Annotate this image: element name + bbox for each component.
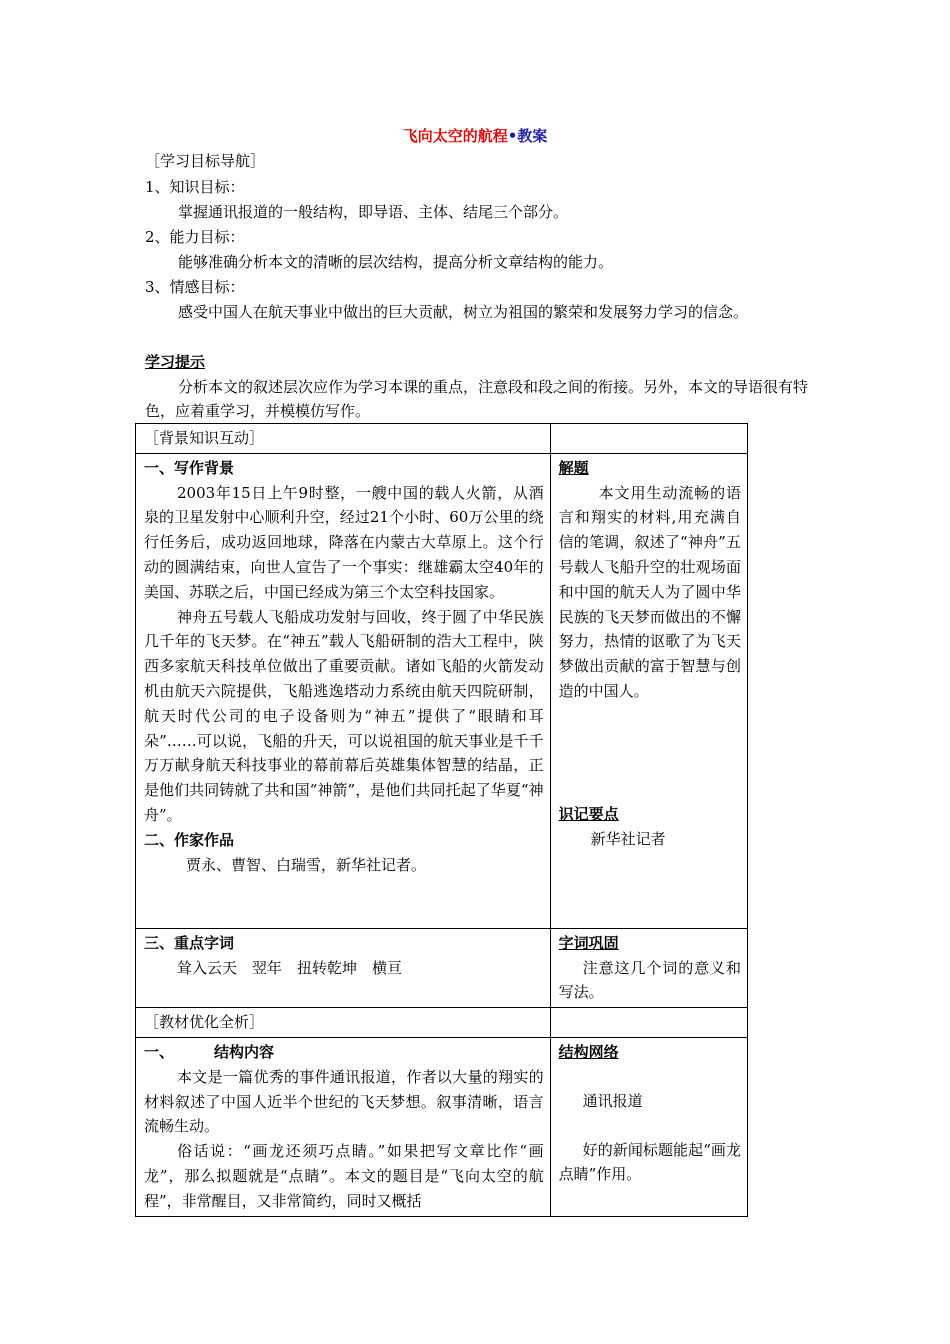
zici-head: 字词巩固: [558, 933, 619, 952]
goal-2-text: 能够准确分析本文的清晰的层次结构，提高分析文章结构的能力。: [178, 253, 614, 271]
jg-head: 结构网络: [558, 1042, 619, 1061]
jieti-text: 本文用生动流畅的语言和翔实的材料,用充满自信的笔调，叙述了“神舟”五号载人飞船升空的壮观场面和中国的航天人为了圆中华民族的飞天梦而做出的不懈努力，热情的讴歌了为飞天梦做出贡献的富于智慧与创造的中国人。: [558, 483, 741, 700]
zici-cell: [550, 928, 747, 1007]
goal-3-label: 3、情感目标：: [145, 278, 245, 296]
section-3-words: 耸入云天 翌年 扭转乾坤 横亘: [177, 958, 403, 977]
page-title: [0, 125, 950, 146]
section-1-head: 一、写作背景: [144, 458, 235, 477]
section-2-text: 贾永、曹智、白瑞雪，新华社记者。: [186, 855, 427, 874]
title-separator: •: [507, 127, 518, 145]
table-row: [136, 424, 748, 454]
jg-text-2: 好的新闻标题能起“画龙点睛”作用。: [558, 1140, 741, 1184]
jc-header: ［教材优化全析］: [144, 1013, 265, 1032]
section-3-head: 三、重点字词: [144, 933, 235, 952]
shiji-text: 新华社记者: [590, 829, 666, 848]
goal-1-label: 1、知识目标：: [145, 178, 245, 196]
shiji-head: 识记要点: [558, 804, 619, 823]
jg-text-1: 通讯报道: [582, 1091, 643, 1110]
tips-text: 分析本文的叙述层次应作为学习本课的重点，注意段和段之间的衔接。另外，本文的导语很有特色，应着重学习，并模模仿写作。: [145, 378, 809, 420]
background-cell: [136, 453, 551, 928]
table-row: [136, 1008, 748, 1038]
goal-3-text: 感受中国人在航天事业中做出的巨大贡献，树立为祖国的繁荣和发展努力学习的信念。: [178, 303, 749, 321]
jc-header-cell: [136, 1008, 551, 1038]
zici-text: 注意这几个词的意义和写法。: [558, 958, 741, 1002]
keywords-cell: [136, 928, 551, 1007]
title-main: 飞向太空的航程: [402, 127, 508, 145]
section-1-para-2: 神舟五号载人飞船成功发射与回收，终于圆了中华民族几千年的飞天梦。在“神五”载人飞船研制的浩大工程中，陕西多家航天科技单位做出了重要贡献。诸如飞船的火箭发动机由航天六院提供，飞船逃逸塔动力系统由航天四院研制，航天时代公司的电子设备则为“神五”提供了“眼睛和耳朵”……可以说，飞船的升天，可以说祖国的航天事业是千千万万献身航天科技事业的幕前幕后英雄集体智慧的结晶，正是他们共同铸就了共和国“神箭”，是他们共同托起了华夏“神舟”。: [144, 607, 544, 824]
section-4-num: 一、: [144, 1042, 175, 1061]
content-table: [135, 423, 748, 1217]
goal-2-label: 2、能力目标：: [145, 228, 245, 246]
section-4-para-1: 本文是一篇优秀的事件通讯报道，作者以大量的翔实的材料叙述了中国人近半个世纪的飞天梦想。叙事清晰，语言流畅生动。: [144, 1067, 544, 1136]
bg-header: ［背景知识互动］: [144, 429, 265, 447]
table-row: [136, 453, 748, 928]
bg-header-cell: [136, 424, 551, 454]
goals-header: ［学习目标导航］: [145, 152, 266, 170]
network-cell: [550, 1037, 747, 1216]
section-2-head: 二、作家作品: [144, 830, 235, 849]
table-row: [136, 928, 748, 1007]
goal-1-text: 掌握通讯报道的一般结构，即导语、主体、结尾三个部分。: [178, 203, 569, 221]
section-4-para-2: 俗话说：“画龙还须巧点睛。”如果把写文章比作“画龙”，那么拟题就是“点睛”。本文的题目是“飞向太空的航程”，非常醒目，又非常简约，同时又概括: [144, 1142, 544, 1210]
side-notes-cell: [550, 453, 747, 928]
structure-cell: [136, 1037, 551, 1216]
jieti-head: 解题: [558, 458, 589, 477]
title-tail: 教案: [517, 127, 548, 145]
section-4-head: [144, 1040, 544, 1065]
table-row: [136, 1037, 748, 1216]
section-4-title: 结构内容: [214, 1042, 275, 1061]
tips-header: 学习提示: [145, 353, 206, 371]
section-1-para-1: 2003年15日上午9时整，一艘中国的载人火箭，从酒泉的卫星发射中心顺利升空，经过21个小时、60万公里的绕行任务后，成功返回地球，降落在内蒙古大草原上。这个行动的圆满结束，向世人宣告了一个事实：继雄霸太空40年的美国、苏联之后，中国已经成为第三个太空科技国家。: [144, 483, 544, 601]
